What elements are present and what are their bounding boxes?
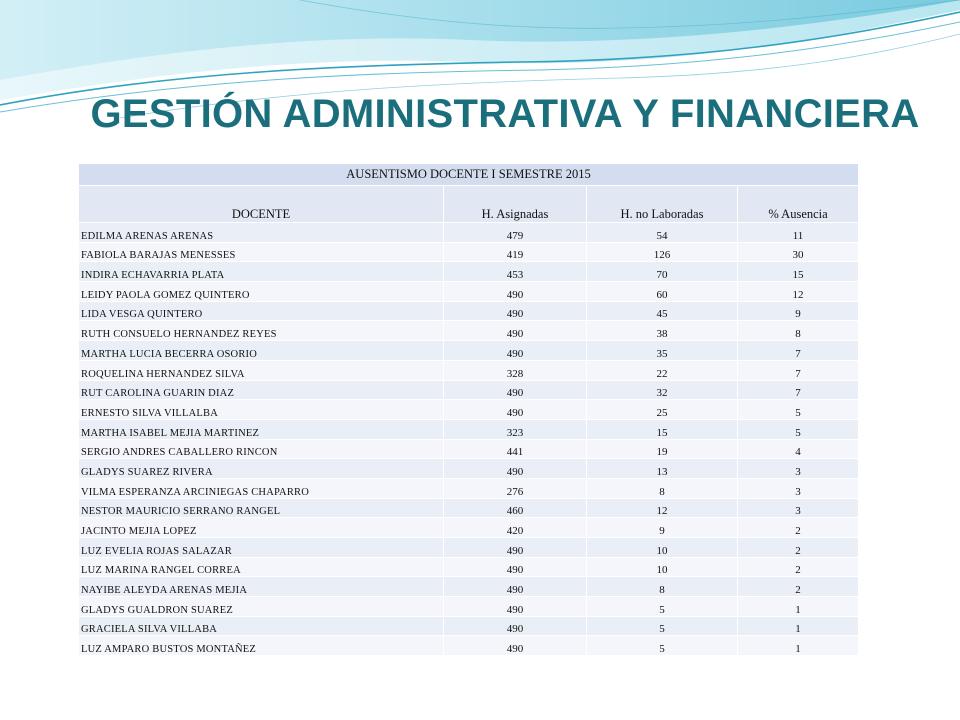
table-row — [79, 321, 859, 341]
h-asignadas-cell: 490 — [444, 400, 587, 420]
table-row — [79, 498, 859, 518]
h-no-laboradas-cell: 9 — [587, 518, 738, 538]
pct-ausencia-cell: 15 — [738, 262, 859, 282]
h-no-laboradas-cell: 35 — [587, 341, 738, 361]
table-row — [79, 400, 859, 420]
docente-cell: LUZ EVELIA ROJAS SALAZAR — [79, 538, 444, 558]
h-asignadas-cell: 490 — [444, 301, 587, 321]
docente-cell: FABIOLA BARAJAS MENESSES — [79, 242, 444, 262]
h-no-laboradas-cell: 12 — [587, 498, 738, 518]
absenteeism-table — [78, 163, 859, 656]
h-asignadas-cell: 490 — [444, 597, 587, 617]
table-row — [79, 301, 859, 321]
h-no-laboradas-cell: 15 — [587, 419, 738, 439]
pct-ausencia-cell: 30 — [738, 242, 859, 262]
table-row — [79, 360, 859, 380]
h-no-laboradas-cell: 10 — [587, 538, 738, 558]
table-row — [79, 242, 859, 262]
pct-ausencia-cell: 5 — [738, 400, 859, 420]
h-asignadas-cell: 490 — [444, 557, 587, 577]
h-no-laboradas-cell: 22 — [587, 360, 738, 380]
pct-ausencia-cell: 2 — [738, 577, 859, 597]
table-row — [79, 459, 859, 479]
docente-cell: NESTOR MAURICIO SERRANO RANGEL — [79, 498, 444, 518]
h-asignadas-cell: 479 — [444, 223, 587, 243]
docente-cell: INDIRA ECHAVARRIA PLATA — [79, 262, 444, 282]
h-asignadas-cell: 490 — [444, 380, 587, 400]
h-no-laboradas-cell: 45 — [587, 301, 738, 321]
table-row — [79, 439, 859, 459]
table-row — [79, 518, 859, 538]
table-row — [79, 282, 859, 302]
pct-ausencia-cell: 8 — [738, 321, 859, 341]
pct-ausencia-cell: 12 — [738, 282, 859, 302]
docente-cell: RUTH CONSUELO HERNANDEZ REYES — [79, 321, 444, 341]
header-docente: DOCENTE — [79, 186, 444, 223]
h-no-laboradas-cell: 8 — [587, 577, 738, 597]
pct-ausencia-cell: 2 — [738, 518, 859, 538]
table-row — [79, 223, 859, 243]
pct-ausencia-cell: 1 — [738, 616, 859, 636]
table-row — [79, 478, 859, 498]
h-asignadas-cell: 490 — [444, 577, 587, 597]
table-row — [79, 557, 859, 577]
h-asignadas-cell: 460 — [444, 498, 587, 518]
h-asignadas-cell: 490 — [444, 341, 587, 361]
table-row — [79, 616, 859, 636]
h-asignadas-cell: 276 — [444, 478, 587, 498]
h-no-laboradas-cell: 126 — [587, 242, 738, 262]
docente-cell: SERGIO ANDRES CABALLERO RINCON — [79, 439, 444, 459]
docente-cell: MARTHA ISABEL MEJIA MARTINEZ — [79, 419, 444, 439]
pct-ausencia-cell: 5 — [738, 419, 859, 439]
h-no-laboradas-cell: 10 — [587, 557, 738, 577]
h-asignadas-cell: 419 — [444, 242, 587, 262]
docente-cell: MARTHA LUCIA BECERRA OSORIO — [79, 341, 444, 361]
header-pct-ausencia: % Ausencia — [738, 186, 859, 223]
pct-ausencia-cell: 3 — [738, 478, 859, 498]
pct-ausencia-cell: 3 — [738, 459, 859, 479]
docente-cell: VILMA ESPERANZA ARCINIEGAS CHAPARRO — [79, 478, 444, 498]
pct-ausencia-cell: 2 — [738, 538, 859, 558]
h-no-laboradas-cell: 60 — [587, 282, 738, 302]
h-no-laboradas-cell: 54 — [587, 223, 738, 243]
table-row — [79, 380, 859, 400]
docente-cell: GLADYS SUAREZ RIVERA — [79, 459, 444, 479]
pct-ausencia-cell: 1 — [738, 636, 859, 656]
pct-ausencia-cell: 4 — [738, 439, 859, 459]
h-no-laboradas-cell: 13 — [587, 459, 738, 479]
slide-title: GESTIÓN ADMINISTRATIVA Y FINANCIERA — [90, 92, 920, 136]
docente-cell: EDILMA ARENAS ARENAS — [79, 223, 444, 243]
h-no-laboradas-cell: 32 — [587, 380, 738, 400]
h-no-laboradas-cell: 25 — [587, 400, 738, 420]
pct-ausencia-cell: 3 — [738, 498, 859, 518]
pct-ausencia-cell: 11 — [738, 223, 859, 243]
pct-ausencia-cell: 1 — [738, 597, 859, 617]
h-asignadas-cell: 490 — [444, 616, 587, 636]
docente-cell: LEIDY PAOLA GOMEZ QUINTERO — [79, 282, 444, 302]
docente-cell: LIDA VESGA QUINTERO — [79, 301, 444, 321]
pct-ausencia-cell: 7 — [738, 341, 859, 361]
docente-cell: GLADYS GUALDRON SUAREZ — [79, 597, 444, 617]
header-h-no-laboradas: H. no Laboradas — [587, 186, 738, 223]
h-no-laboradas-cell: 5 — [587, 616, 738, 636]
pct-ausencia-cell: 2 — [738, 557, 859, 577]
pct-ausencia-cell: 7 — [738, 360, 859, 380]
pct-ausencia-cell: 7 — [738, 380, 859, 400]
h-asignadas-cell: 453 — [444, 262, 587, 282]
table-row — [79, 636, 859, 656]
h-asignadas-cell: 490 — [444, 538, 587, 558]
h-asignadas-cell: 490 — [444, 321, 587, 341]
h-no-laboradas-cell: 5 — [587, 636, 738, 656]
table-caption: AUSENTISMO DOCENTE I SEMESTRE 2015 — [79, 164, 859, 186]
h-asignadas-cell: 490 — [444, 636, 587, 656]
h-no-laboradas-cell: 70 — [587, 262, 738, 282]
table-row — [79, 419, 859, 439]
table-row — [79, 577, 859, 597]
h-no-laboradas-cell: 19 — [587, 439, 738, 459]
h-asignadas-cell: 490 — [444, 459, 587, 479]
table-row — [79, 341, 859, 361]
docente-cell: ERNESTO SILVA VILLALBA — [79, 400, 444, 420]
docente-cell: LUZ AMPARO BUSTOS MONTAÑEZ — [79, 636, 444, 656]
docente-cell: GRACIELA SILVA VILLABA — [79, 616, 444, 636]
table-row — [79, 262, 859, 282]
docente-cell: NAYIBE ALEYDA ARENAS MEJIA — [79, 577, 444, 597]
h-no-laboradas-cell: 8 — [587, 478, 738, 498]
table-header-row — [79, 186, 859, 223]
h-no-laboradas-cell: 5 — [587, 597, 738, 617]
h-asignadas-cell: 328 — [444, 360, 587, 380]
table-row — [79, 538, 859, 558]
table-caption-row — [79, 164, 859, 186]
h-no-laboradas-cell: 38 — [587, 321, 738, 341]
docente-cell: JACINTO MEJIA LOPEZ — [79, 518, 444, 538]
docente-cell: RUT CAROLINA GUARIN DIAZ — [79, 380, 444, 400]
pct-ausencia-cell: 9 — [738, 301, 859, 321]
h-asignadas-cell: 323 — [444, 419, 587, 439]
header-h-asignadas: H. Asignadas — [444, 186, 587, 223]
docente-cell: LUZ MARINA RANGEL CORREA — [79, 557, 444, 577]
h-asignadas-cell: 490 — [444, 282, 587, 302]
docente-cell: ROQUELINA HERNANDEZ SILVA — [79, 360, 444, 380]
h-asignadas-cell: 441 — [444, 439, 587, 459]
table-row — [79, 597, 859, 617]
h-asignadas-cell: 420 — [444, 518, 587, 538]
